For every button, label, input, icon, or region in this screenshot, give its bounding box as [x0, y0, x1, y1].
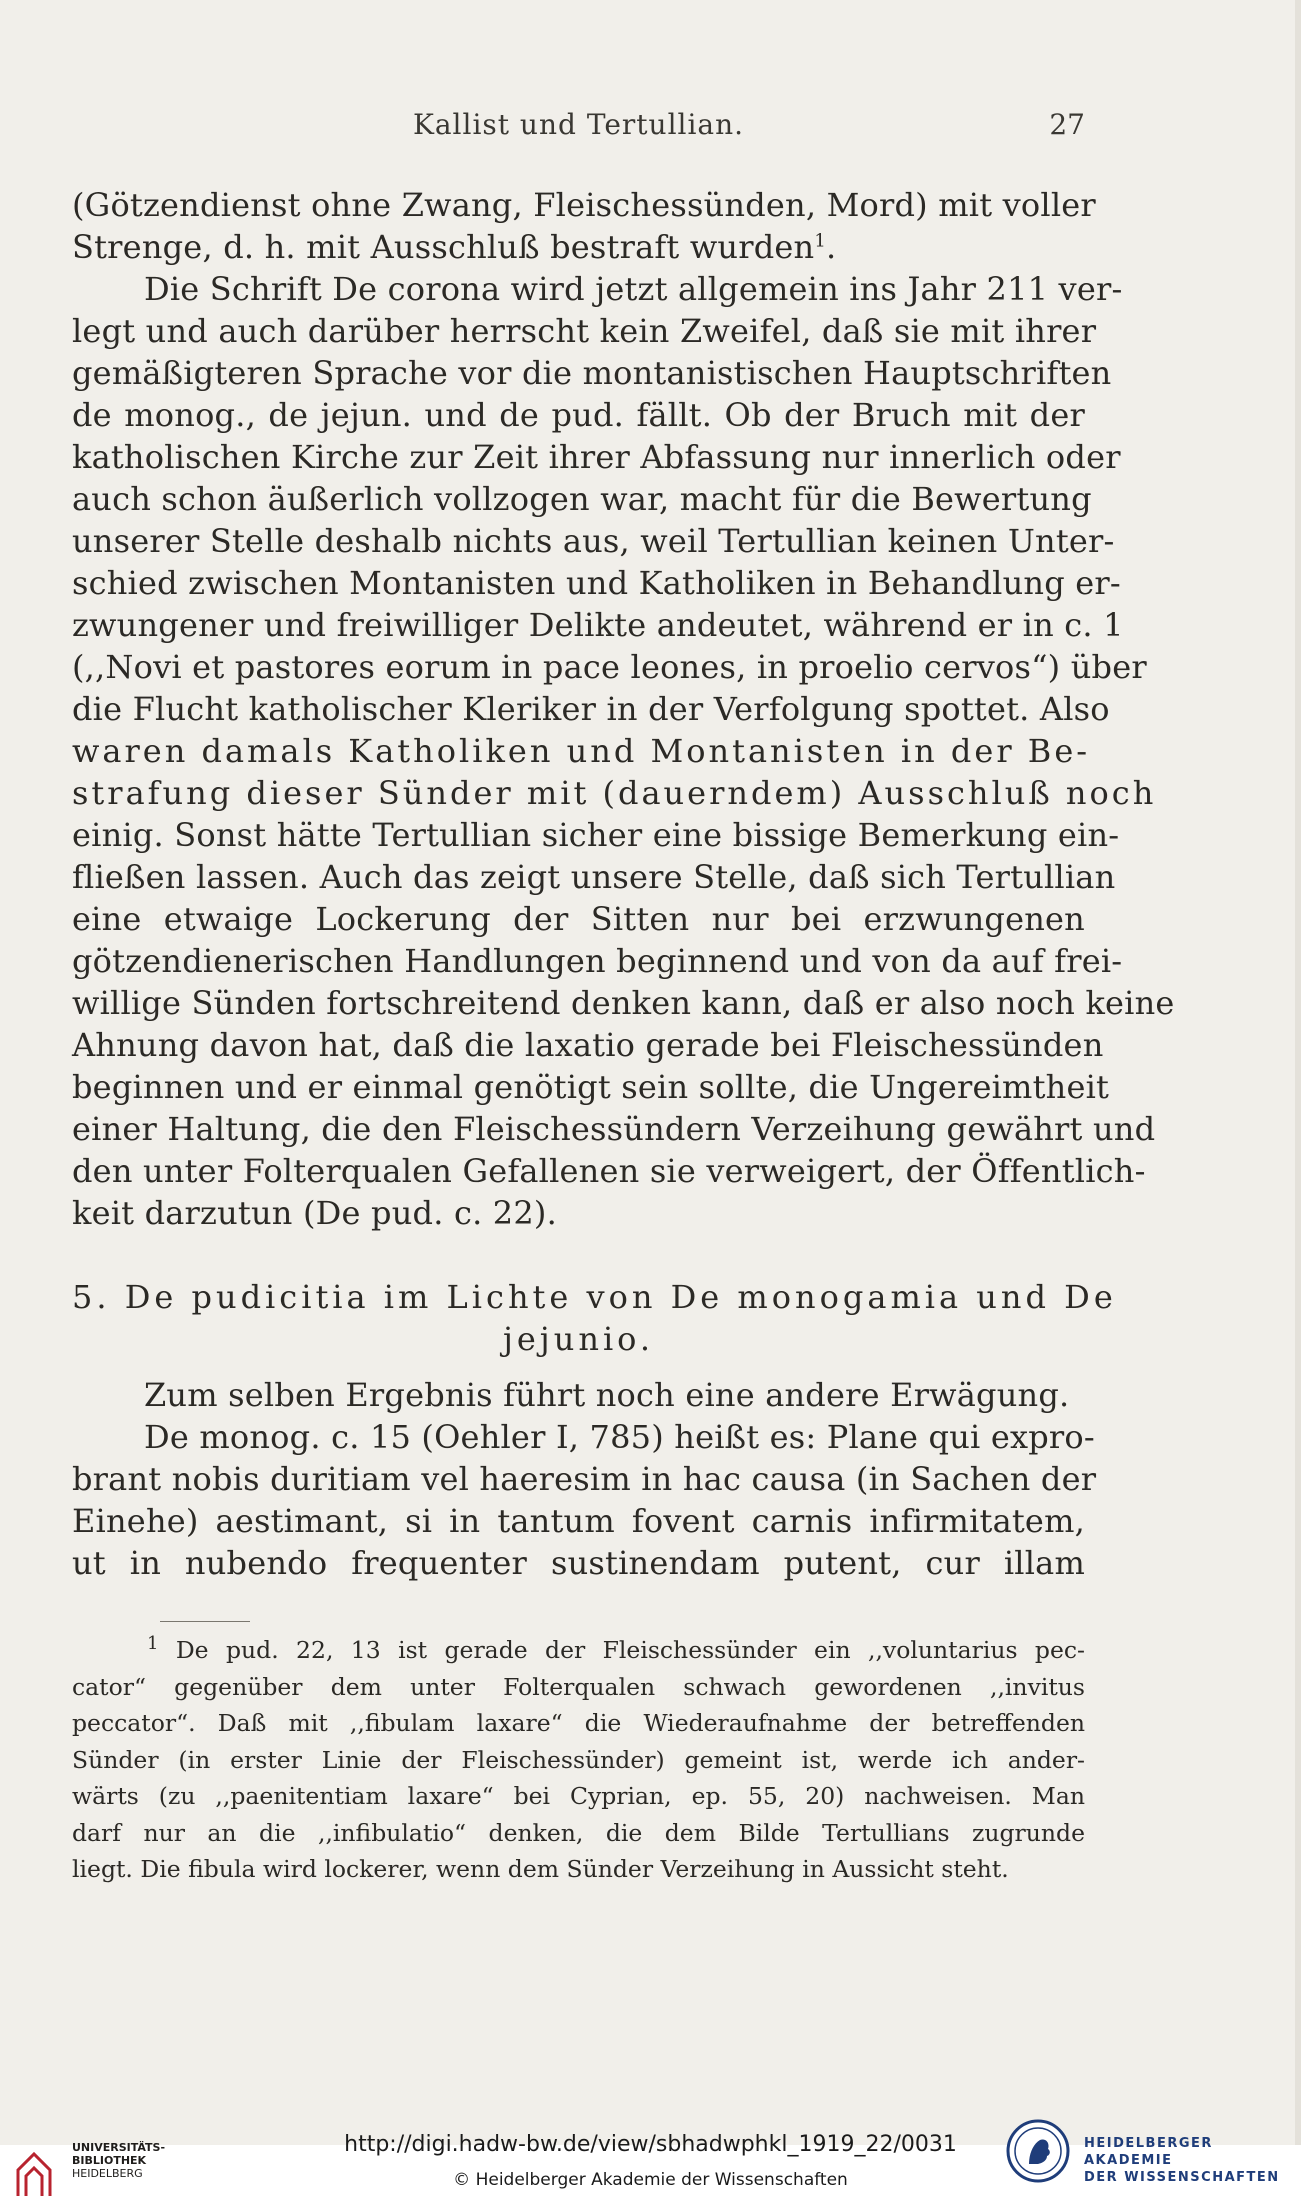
footnote-line: cator“ gegenüber dem unter Folterqualen schwach gewordenen ,,invitus — [72, 1672, 1085, 1701]
library-line-2: BIBLIOTHEK — [72, 2154, 147, 2167]
footnote-line: $^1$ De pud. 22, 13 ist gerade der Fleischessünder ein ,,voluntarius pec- — [147, 1633, 1085, 1664]
library-line-1: UNIVERSITÄTS- — [72, 2141, 166, 2154]
page-number: 27 — [1049, 108, 1085, 141]
text-line: schied zwischen Montanisten und Katholiken in Behandlung er- — [72, 564, 1121, 602]
text-line: unserer Stelle deshalb nichts aus, weil Tertullian keinen Unter- — [72, 522, 1115, 560]
text-line: die Flucht katholischer Kleriker in der Verfolgung spottet. Also — [72, 690, 1110, 728]
text-line: eine etwaige Lockerung der Sitten nur bei erzwungenen — [72, 900, 1085, 938]
footnote-marker: 1 — [814, 230, 827, 252]
library-line-3: HEIDELBERG — [72, 2167, 143, 2180]
footnote-line: darf nur an die ,,infibulatio“ denken, die dem Bilde Tertullians zugrunde — [72, 1818, 1085, 1847]
text-line: keit darzutun (De pud. c. 22). — [72, 1194, 557, 1232]
section-heading-continued: jejunio. — [502, 1320, 655, 1358]
text-line: zwungener und freiwilliger Delikte andeutet, während er in c. 1 — [72, 606, 1124, 644]
running-title: Kallist und Tertullian. — [412, 108, 745, 141]
text-line: Ahnung davon hat, daß die laxatio gerade bei Fleischessünden — [72, 1026, 1104, 1064]
text-line: (Götzendienst ohne Zwang, Fleischessünden, Mord) mit voller — [72, 186, 1096, 224]
academy-seal-icon — [1005, 2118, 1071, 2184]
footnote-line: liegt. Die fibula wird lockerer, wenn dem Sünder Verzeihung in Aussicht steht. — [72, 1855, 1009, 1883]
academy-line-2: DER WISSENSCHAFTEN — [1084, 2170, 1280, 2185]
section-heading: 5. De pudicitia im Lichte von De monogamia und De — [72, 1278, 1117, 1316]
text-line: strafung dieser Sünder mit (dauerndem) Ausschluß noch — [72, 774, 1157, 812]
section-gap — [72, 1360, 1085, 1374]
section-gap — [72, 1234, 1085, 1276]
footnotes — [72, 1632, 1085, 1888]
text-line: gemäßigteren Sprache vor die montanistischen Hauptschriften — [72, 354, 1112, 392]
text-line: götzendienerischen Handlungen beginnend und von da auf frei- — [72, 942, 1123, 980]
text-line: Die Schrift De corona wird jetzt allgemein ins Jahr 211 ver- — [144, 270, 1123, 308]
copyright-notice: © Heidelberger Akademie der Wissenschaften — [453, 2170, 848, 2190]
text-line: Strenge, d. h. mit Ausschluß bestraft wurden$^1$. — [72, 228, 837, 266]
body-text — [72, 184, 1175, 1584]
text-line: einig. Sonst hätte Tertullian sicher eine bissige Bemerkung ein- — [72, 816, 1120, 854]
running-head — [72, 108, 1085, 148]
text-line: waren damals Katholiken und Montanisten in der Be- — [72, 732, 1091, 770]
text-line: brant nobis duritiam vel haeresim in hac causa (in Sachen der — [72, 1460, 1097, 1498]
scan-edge — [1295, 0, 1301, 2145]
text-line: auch schon äußerlich vollzogen war, macht für die Bewertung — [72, 480, 1092, 518]
text-line: beginnen und er einmal genötigt sein sollte, die Ungereimtheit — [72, 1068, 1110, 1106]
footnote-line: Sünder (in erster Linie der Fleischessünder) gemeint ist, werde ich ander- — [72, 1745, 1085, 1774]
text-line: willige Sünden fortschreitend denken kann, daß er also noch keine — [72, 984, 1175, 1022]
footnote-number: 1 — [147, 1633, 159, 1655]
text-line: den unter Folterqualen Gefallenen sie verweigert, der Öffentlich- — [72, 1152, 1146, 1190]
text-line: Einehe) aestimant, si in tantum fovent carnis infirmitatem, — [72, 1502, 1085, 1540]
academy-name — [1084, 2135, 1301, 2186]
footnote-line: wärts (zu ,,paenitentiam laxare“ bei Cyprian, ep. 55, 20) nachweisen. Man — [72, 1782, 1085, 1810]
text-line: De monog. c. 15 (Oehler I, 785) heißt es: Plane qui expro- — [144, 1418, 1095, 1456]
text-line: fließen lassen. Auch das zeigt unsere Stelle, daß sich Tertullian — [72, 858, 1116, 896]
text-line: de monog., de jejun. und de pud. fällt. Ob der Bruch mit der — [72, 396, 1085, 434]
footnote-rule — [160, 1621, 250, 1622]
footnote-line: peccator“. Daß mit ,,fibulam laxare“ die Wiederaufnahme der betreffenden — [72, 1709, 1085, 1737]
text-line: (,,Novi et pastores eorum in pace leones, in proelio cervos“) über — [72, 648, 1147, 686]
text-line: Zum selben Ergebnis führt noch eine andere Erwägung. — [144, 1376, 1070, 1414]
permalink-url[interactable]: http://digi.hadw-bw.de/view/sbhadwphkl_1919_22/0031 — [344, 2132, 957, 2157]
academy-line-1: HEIDELBERGER AKADEMIE — [1084, 2136, 1213, 2168]
text-line: einer Haltung, die den Fleischessündern Verzeihung gewährt und — [72, 1110, 1156, 1148]
text-line: katholischen Kirche zur Zeit ihrer Abfassung nur innerlich oder — [72, 438, 1121, 476]
text-line: ut in nubendo frequenter sustinendam putent, cur illam — [72, 1544, 1085, 1582]
text-line: legt und auch darüber herrscht kein Zweifel, daß sie mit ihrer — [72, 312, 1097, 350]
